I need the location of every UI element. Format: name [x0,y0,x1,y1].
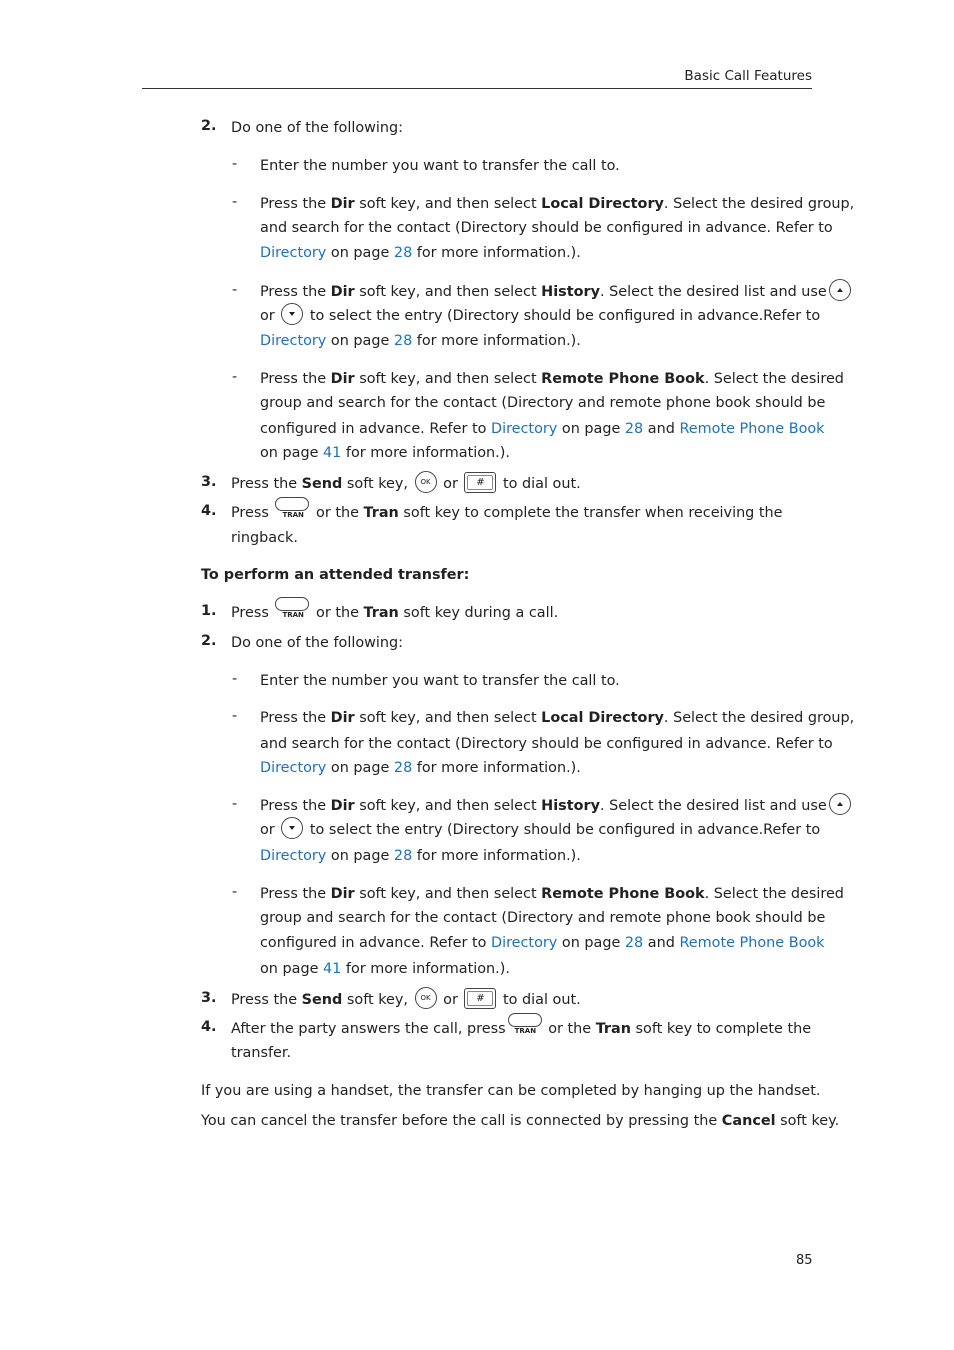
step-text: ringback. [231,530,298,546]
softkey-send: Send [301,992,343,1008]
menu-history: History [541,284,600,300]
bullet-line: or to select the entry (Directory should be configured in advance.Refer to [260,820,820,840]
bullet-line: Press the Dir soft key, and then select Local Directory. Select the desired group, [260,710,855,726]
link-directory[interactable]: Directory [260,245,327,261]
step-text: After the party answers the call, press TRAN or the Tran soft key to complete the [231,1019,811,1039]
step-number: 4. [201,1019,217,1035]
link-page-28[interactable]: 28 [393,245,413,261]
softkey-tran: Tran [595,1021,631,1037]
link-page-28[interactable]: 28 [624,421,644,437]
link-directory[interactable]: Directory [490,421,558,437]
step-number: 2. [201,633,217,649]
down-arrow-icon [281,303,303,325]
menu-local-directory: Local Directory [541,710,664,726]
bullet-dash: - [232,282,238,298]
page-number: 85 [796,1253,813,1268]
bullet-line: Directory on page 28 for more information.). [260,760,581,776]
bullet-text: Enter the number you want to transfer the call to. [260,673,620,689]
step-text: transfer. [231,1045,292,1061]
hash-key-icon: # [464,472,496,493]
link-directory[interactable]: Directory [490,935,558,951]
link-page-41[interactable]: 41 [323,445,342,461]
step-number: 2. [201,118,217,134]
step-text: Press TRAN or the Tran soft key during a call. [231,603,558,623]
tran-key-icon: TRAN [275,497,309,523]
bullet-line: on page 41 for more information.). [260,961,510,977]
bullet-line: Press the Dir soft key, and then select Remote Phone Book. Select the desired [260,886,844,902]
bullet-dash: - [232,796,238,812]
link-directory[interactable]: Directory [260,848,327,864]
ok-key-icon: OK [415,987,437,1009]
step-number: 1. [201,603,217,619]
step-number: 3. [201,474,217,490]
step-text: Do one of the following: [231,120,403,136]
link-page-28[interactable]: 28 [393,848,413,864]
menu-remote-phone-book: Remote Phone Book [541,371,705,387]
bullet-line: Press the Dir soft key, and then select Local Directory. Select the desired group, [260,196,855,212]
tran-key-icon: TRAN [275,597,309,623]
softkey-dir: Dir [330,196,355,212]
bullet-line: Press the Dir soft key, and then select History. Select the desired list and use [260,282,853,302]
step-text: Press the Send soft key, OK or # to dial out. [231,990,581,1010]
bullet-line: Directory on page 28 for more information.). [260,848,581,864]
bullet-dash: - [232,708,238,724]
step-text: Press TRAN or the Tran soft key to complete the transfer when receiving the [231,503,783,523]
bullet-line: configured in advance. Refer to Directory on page 28 and Remote Phone Book [260,935,825,951]
softkey-cancel: Cancel [721,1113,776,1129]
bullet-line: configured in advance. Refer to Directory on page 28 and Remote Phone Book [260,421,825,437]
bullet-dash: - [232,884,238,900]
hash-key-icon: # [464,988,496,1009]
bullet-line: group and search for the contact (Directory and remote phone book should be [260,395,826,411]
link-remote-phone-book[interactable]: Remote Phone Book [679,421,825,437]
header-title: Basic Call Features [684,68,812,84]
down-arrow-icon [281,817,303,839]
paragraph: You can cancel the transfer before the call is connected by pressing the Cancel soft key. [201,1113,840,1129]
bullet-line: group and search for the contact (Directory and remote phone book should be [260,910,826,926]
bullet-line: or to select the entry (Directory should be configured in advance.Refer to [260,306,820,326]
bullet-line: and search for the contact (Directory should be configured in advance. Refer to [260,220,833,236]
bullet-dash: - [232,194,238,210]
step-text: Do one of the following: [231,635,403,651]
link-directory[interactable]: Directory [260,760,327,776]
step-number: 3. [201,990,217,1006]
link-page-28[interactable]: 28 [393,760,413,776]
bullet-line: Directory on page 28 for more information.). [260,333,581,349]
link-page-28[interactable]: 28 [393,333,413,349]
up-arrow-icon [829,279,851,301]
paragraph: If you are using a handset, the transfer can be completed by hanging up the handset. [201,1083,821,1099]
tran-key-icon: TRAN [508,1013,542,1039]
softkey-send: Send [301,476,343,492]
up-arrow-icon [829,793,851,815]
ok-key-icon: OK [415,471,437,493]
link-remote-phone-book[interactable]: Remote Phone Book [679,935,825,951]
menu-history: History [541,798,600,814]
link-page-28[interactable]: 28 [624,935,644,951]
bullet-dash: - [232,671,238,687]
step-text: Press the Send soft key, OK or # to dial out. [231,474,581,494]
section-heading: To perform an attended transfer: [201,567,470,583]
menu-local-directory: Local Directory [541,196,664,212]
link-directory[interactable]: Directory [260,333,327,349]
bullet-line: Press the Dir soft key, and then select History. Select the desired list and use [260,796,853,816]
bullet-line: and search for the contact (Directory should be configured in advance. Refer to [260,736,833,752]
bullet-dash: - [232,369,238,385]
step-number: 4. [201,503,217,519]
bullet-dash: - [232,156,238,172]
link-page-41[interactable]: 41 [323,961,342,977]
bullet-text: Enter the number you want to transfer the call to. [260,158,620,174]
bullet-line: Directory on page 28 for more information.). [260,245,581,261]
page-header [142,66,812,89]
softkey-tran: Tran [363,505,399,521]
bullet-line: on page 41 for more information.). [260,445,510,461]
softkey-tran: Tran [363,605,399,621]
bullet-line: Press the Dir soft key, and then select Remote Phone Book. Select the desired [260,371,844,387]
menu-remote-phone-book: Remote Phone Book [541,886,705,902]
